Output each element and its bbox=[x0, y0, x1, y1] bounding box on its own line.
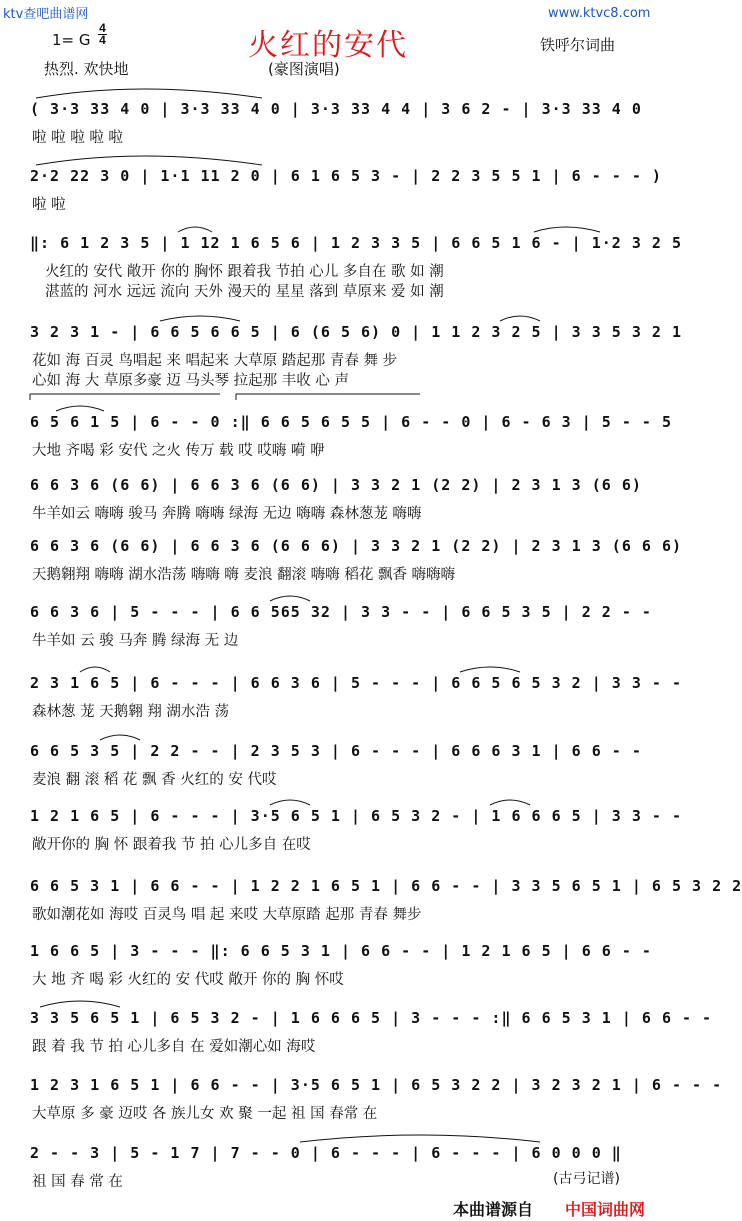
slur-row11a bbox=[270, 800, 310, 805]
lyrics-row-9-line-1: 森林葱 茏 天鹅翱 翔 湖水浩 荡 bbox=[32, 704, 230, 720]
lyrics-row-15-line-1: 大草原 多 豪 迈哎 各 族儿女 欢 聚 一起 祖 国 春常 在 bbox=[32, 1106, 378, 1122]
tie-row4 bbox=[500, 316, 540, 321]
notes-row-14: 3 3 5 6 5 1 | 6 5 3 2 - | 1 6 6 6 5 | 3 - - - :‖ 6 6 5 3 1 | 6 6 - - bbox=[30, 1009, 713, 1027]
key-label: 1= G bbox=[52, 31, 91, 49]
performer: (豪图演唱) bbox=[268, 60, 340, 78]
lyrics-row-10-line-1: 麦浪 翻 滚 稻 花 飘 香 火红的 安 代哎 bbox=[32, 772, 277, 788]
lyrics-row-14-line-1: 跟 着 我 节 拍 心儿多自 在 爱如潮心如 海哎 bbox=[32, 1039, 316, 1055]
page-title: 火红的安代 bbox=[248, 28, 408, 63]
source-site: 中国词曲网 bbox=[565, 1200, 646, 1219]
volta-2 bbox=[236, 394, 420, 400]
lyrics-row-13-line-1: 大 地 齐 喝 彩 火红的 安 代哎 敞开 你的 胸 怀哎 bbox=[32, 972, 344, 988]
slur-row14 bbox=[40, 1001, 120, 1007]
notes-row-5: 6 5 6 1 5 | 6 - - 0 :‖ 6 6 5 6 5 5 | 6 - - 0 | 6 - 6 3 | 5 - - 5 bbox=[30, 413, 672, 431]
lyrics-row-12-line-1: 歌如潮花如 海哎 百灵鸟 唱 起 来哎 大草原踏 起那 青春 舞步 bbox=[32, 907, 422, 923]
watermark-right: www.ktvc8.com bbox=[548, 6, 651, 21]
volta-1 bbox=[30, 394, 220, 400]
slur-row8 bbox=[270, 596, 310, 601]
credits: 铁呼尔词曲 bbox=[540, 36, 616, 54]
slur-row11b bbox=[490, 800, 530, 805]
slur-row5 bbox=[56, 406, 104, 411]
notes-row-10: 6 6 5 3 5 | 2 2 - - | 2 3 5 3 | 6 - - - | 6 6 6 3 1 | 6 6 - - bbox=[30, 742, 642, 760]
lyrics-row-5-line-1: 大地 齐喝 彩 安代 之火 传万 载 哎 哎嗨 嗬 咿 bbox=[32, 443, 325, 459]
notes-row-6: 6 6 3 6 (6 6) | 6 6 3 6 (6 6) | 3 3 2 1 (2 2) | 2 3 1 3 (6 6) bbox=[30, 476, 642, 494]
watermark-left: ktv查吧曲谱网 bbox=[3, 7, 89, 22]
lyrics-row-3-line-2: 湛蓝的 河水 远远 流向 天外 漫天的 星星 落到 草原来 爱 如 潮 bbox=[45, 284, 444, 300]
notation-by: (古弓记谱) bbox=[553, 1171, 620, 1187]
lyrics-row-7-line-1: 天鹅翱翔 嗨嗨 湖水浩荡 嗨嗨 嗨 麦浪 翻滚 嗨嗨 稻花 飘香 嗨嗨嗨 bbox=[32, 567, 456, 583]
slur-row2 bbox=[36, 156, 262, 165]
slur-intro bbox=[36, 89, 262, 98]
slur-row4 bbox=[160, 316, 240, 321]
notes-row-11: 1 2 1 6 5 | 6 - - - | 3·5 6 5 1 | 6 5 3 2 - | 1 6 6 6 5 | 3 3 - - bbox=[30, 807, 682, 825]
lyrics-row-4-line-2: 心如 海 大 草原多豪 迈 马头琴 拉起那 丰收 心 声 bbox=[32, 373, 349, 389]
slur-row10 bbox=[100, 735, 140, 740]
notes-row-3: ‖: 6 1 2 3 5 | 1 12 1 6 5 6 | 1 2 3 3 5 | 6 6 5 1 6 - | 1·2 3 2 5 bbox=[30, 234, 682, 252]
notes-row-2: 2·2 22 3 0 | 1·1 11 2 0 | 6 1 6 5 3 - | 2 2 3 5 5 1 | 6 - - - ) bbox=[30, 167, 662, 185]
source-label: 本曲谱源自 bbox=[453, 1200, 534, 1219]
notes-row-16: 2 - - 3 | 5 - 1 7 | 7 - - 0 | 6 - - - | 6 - - - | 6 0 0 0 ‖ bbox=[30, 1144, 622, 1162]
lyrics-row-6-line-1: 牛羊如云 嗨嗨 骏马 奔腾 嗨嗨 绿海 无边 嗨嗨 森林葱茏 嗨嗨 bbox=[32, 506, 422, 522]
tempo-mood: 热烈. 欢快地 bbox=[44, 60, 129, 78]
tie-final bbox=[300, 1135, 540, 1142]
notes-row-9: 2 3 1 6 5 | 6 - - - | 6 6 3 6 | 5 - - - | 6 6 5 6 5 3 2 | 3 3 - - bbox=[30, 674, 682, 692]
tie-row3 bbox=[178, 227, 212, 232]
time-denominator: 4 bbox=[99, 33, 106, 47]
lyrics-row-16-line-1: 祖 国 春 常 在 bbox=[32, 1174, 123, 1190]
notes-row-15: 1 2 3 1 6 5 1 | 6 6 - - | 3·5 6 5 1 | 6 5 3 2 2 | 3 2 3 2 1 | 6 - - - bbox=[30, 1076, 723, 1094]
lyrics-row-11-line-1: 敞开你的 胸 怀 跟着我 节 拍 心儿多自 在哎 bbox=[32, 837, 311, 853]
notes-row-7: 6 6 3 6 (6 6) | 6 6 3 6 (6 6 6) | 3 3 2 1 (2 2) | 2 3 1 3 (6 6 6) bbox=[30, 537, 682, 555]
lyrics-row-1-line-1: 啦 啦 啦 啦 啦 bbox=[32, 130, 123, 146]
notes-row-4: 3 2 3 1 - | 6 6 5 6 6 5 | 6 (6 5 6) 0 | 1 1 2 3 2 5 | 3 3 5 3 2 1 bbox=[30, 323, 682, 341]
notes-row-12: 6 6 5 3 1 | 6 6 - - | 1 2 2 1 6 5 1 | 6 6 - - | 3 3 5 6 5 1 | 6 5 3 2 2 bbox=[30, 877, 742, 895]
lyrics-row-3-line-1: 火红的 安代 敞开 你的 胸怀 跟着我 节拍 心儿 多自在 歌 如 潮 bbox=[45, 264, 444, 280]
slur-row9a bbox=[80, 667, 110, 672]
slur-row3-end bbox=[534, 227, 600, 232]
notes-row-8: 6 6 3 6 | 5 - - - | 6 6 565 32 | 3 3 - - | 6 6 5 3 5 | 2 2 - - bbox=[30, 603, 652, 621]
time-numerator: 4 bbox=[99, 21, 106, 35]
notes-row-1: ( 3·3 33 4 0 | 3·3 33 4 0 | 3·3 33 4 4 | 3 6 2 - | 3·3 33 4 0 bbox=[30, 100, 642, 118]
lyrics-row-4-line-1: 花如 海 百灵 鸟唱起 来 唱起来 大草原 踏起那 青春 舞 步 bbox=[32, 353, 398, 369]
lyrics-row-8-line-1: 牛羊如 云 骏 马奔 腾 绿海 无 边 bbox=[32, 633, 239, 649]
notes-row-13: 1 6 6 5 | 3 - - - ‖: 6 6 5 3 1 | 6 6 - - | 1 2 1 6 5 | 6 6 - - bbox=[30, 942, 652, 960]
lyrics-row-2-line-1: 啦 啦 bbox=[32, 197, 66, 213]
time-signature bbox=[98, 23, 107, 46]
key-signature bbox=[52, 31, 91, 49]
slur-row9b bbox=[460, 667, 520, 672]
